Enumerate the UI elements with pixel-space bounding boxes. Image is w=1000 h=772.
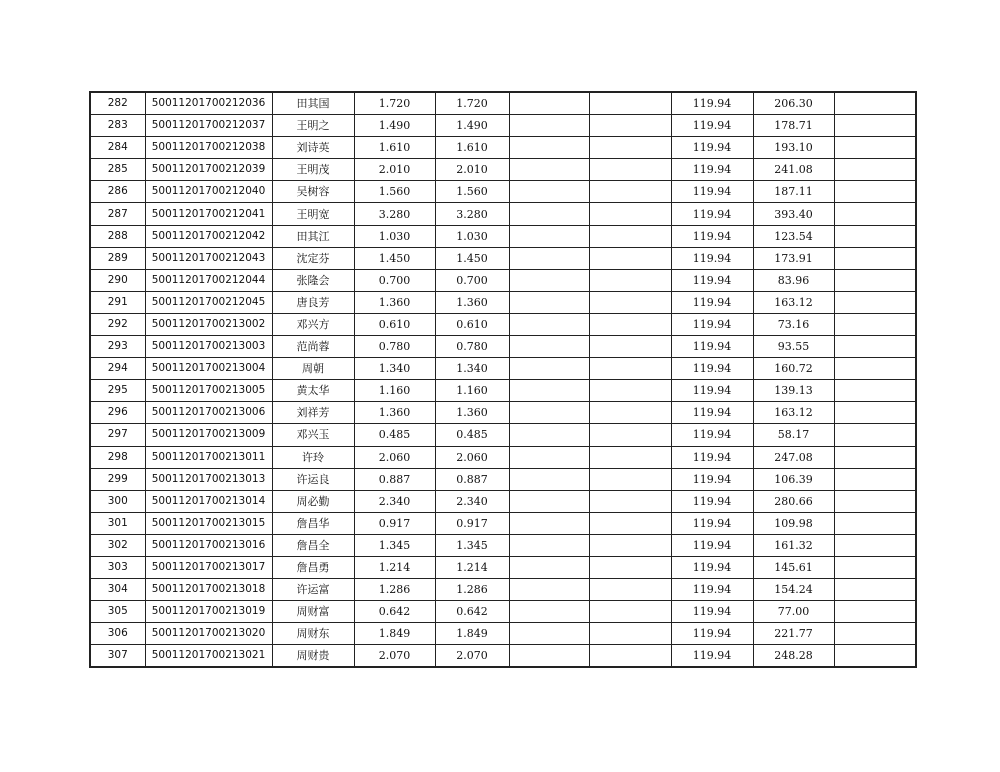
area-cell: 0.642: [354, 601, 435, 623]
row-number-cell: 307: [90, 645, 145, 668]
row-number-cell: 295: [90, 380, 145, 402]
owner-name-cell: 黄太华: [272, 380, 354, 402]
unit-price-cell: 119.94: [671, 645, 753, 668]
area-cell: 1.030: [354, 225, 435, 247]
amount-cell: 154.24: [753, 579, 834, 601]
empty-cell: [509, 181, 589, 203]
table-row: [90, 269, 916, 291]
unit-price-cell: 119.94: [671, 203, 753, 225]
parcel-code-cell: 50011201700212038: [145, 137, 272, 159]
unit-price-cell: 119.94: [671, 579, 753, 601]
note-cell: [834, 181, 916, 203]
parcel-code-cell: 50011201700212039: [145, 159, 272, 181]
note-cell: [834, 645, 916, 668]
unit-price-cell: 119.94: [671, 291, 753, 313]
amount-cell: 139.13: [753, 380, 834, 402]
confirmed-area-cell: 2.070: [435, 645, 509, 668]
table-row: [90, 115, 916, 137]
table-row: [90, 579, 916, 601]
empty-cell: [509, 534, 589, 556]
empty-cell: [509, 468, 589, 490]
empty-cell: [589, 225, 671, 247]
owner-name-cell: 邓兴玉: [272, 424, 354, 446]
unit-price-cell: 119.94: [671, 424, 753, 446]
empty-cell: [509, 512, 589, 534]
empty-cell: [589, 358, 671, 380]
empty-cell: [509, 225, 589, 247]
amount-cell: 280.66: [753, 490, 834, 512]
table-row: [90, 623, 916, 645]
table-row: [90, 534, 916, 556]
empty-cell: [509, 247, 589, 269]
owner-name-cell: 周财贵: [272, 645, 354, 668]
unit-price-cell: 119.94: [671, 446, 753, 468]
amount-cell: 73.16: [753, 313, 834, 335]
owner-name-cell: 王明之: [272, 115, 354, 137]
owner-name-cell: 沈定芬: [272, 247, 354, 269]
row-number-cell: 301: [90, 512, 145, 534]
unit-price-cell: 119.94: [671, 115, 753, 137]
amount-cell: 163.12: [753, 402, 834, 424]
parcel-code-cell: 50011201700213003: [145, 336, 272, 358]
parcel-code-cell: 50011201700213005: [145, 380, 272, 402]
parcel-code-cell: 50011201700213011: [145, 446, 272, 468]
confirmed-area-cell: 0.610: [435, 313, 509, 335]
unit-price-cell: 119.94: [671, 601, 753, 623]
amount-cell: 193.10: [753, 137, 834, 159]
amount-cell: 178.71: [753, 115, 834, 137]
area-cell: 0.610: [354, 313, 435, 335]
unit-price-cell: 119.94: [671, 490, 753, 512]
table-row: [90, 468, 916, 490]
row-number-cell: 300: [90, 490, 145, 512]
note-cell: [834, 313, 916, 335]
confirmed-area-cell: 2.340: [435, 490, 509, 512]
amount-cell: 187.11: [753, 181, 834, 203]
amount-cell: 106.39: [753, 468, 834, 490]
area-cell: 1.849: [354, 623, 435, 645]
owner-name-cell: 许玲: [272, 446, 354, 468]
unit-price-cell: 119.94: [671, 92, 753, 115]
area-cell: 1.345: [354, 534, 435, 556]
confirmed-area-cell: 0.485: [435, 424, 509, 446]
row-number-cell: 291: [90, 291, 145, 313]
confirmed-area-cell: 0.917: [435, 512, 509, 534]
note-cell: [834, 203, 916, 225]
empty-cell: [589, 313, 671, 335]
note-cell: [834, 402, 916, 424]
owner-name-cell: 田其江: [272, 225, 354, 247]
area-cell: 2.010: [354, 159, 435, 181]
confirmed-area-cell: 1.160: [435, 380, 509, 402]
owner-name-cell: 周朝: [272, 358, 354, 380]
row-number-cell: 285: [90, 159, 145, 181]
note-cell: [834, 137, 916, 159]
empty-cell: [509, 115, 589, 137]
data-table: [89, 91, 917, 668]
confirmed-area-cell: 0.780: [435, 336, 509, 358]
parcel-code-cell: 50011201700212043: [145, 247, 272, 269]
owner-name-cell: 刘祥芳: [272, 402, 354, 424]
unit-price-cell: 119.94: [671, 225, 753, 247]
confirmed-area-cell: 1.345: [435, 534, 509, 556]
row-number-cell: 303: [90, 556, 145, 578]
unit-price-cell: 119.94: [671, 137, 753, 159]
empty-cell: [589, 490, 671, 512]
row-number-cell: 292: [90, 313, 145, 335]
table-row: [90, 203, 916, 225]
empty-cell: [509, 490, 589, 512]
owner-name-cell: 王明宽: [272, 203, 354, 225]
confirmed-area-cell: 1.849: [435, 623, 509, 645]
row-number-cell: 286: [90, 181, 145, 203]
confirmed-area-cell: 2.010: [435, 159, 509, 181]
confirmed-area-cell: 0.642: [435, 601, 509, 623]
parcel-code-cell: 50011201700213018: [145, 579, 272, 601]
table-row: [90, 92, 916, 115]
empty-cell: [509, 424, 589, 446]
area-cell: 1.610: [354, 137, 435, 159]
area-cell: 0.887: [354, 468, 435, 490]
note-cell: [834, 534, 916, 556]
empty-cell: [589, 137, 671, 159]
parcel-code-cell: 50011201700212037: [145, 115, 272, 137]
parcel-code-cell: 50011201700212045: [145, 291, 272, 313]
empty-cell: [589, 512, 671, 534]
note-cell: [834, 291, 916, 313]
empty-cell: [589, 424, 671, 446]
row-number-cell: 298: [90, 446, 145, 468]
table-row: [90, 380, 916, 402]
table-row: [90, 358, 916, 380]
row-number-cell: 282: [90, 92, 145, 115]
note-cell: [834, 247, 916, 269]
empty-cell: [589, 269, 671, 291]
row-number-cell: 296: [90, 402, 145, 424]
amount-cell: 206.30: [753, 92, 834, 115]
parcel-code-cell: 50011201700213009: [145, 424, 272, 446]
confirmed-area-cell: 1.360: [435, 402, 509, 424]
parcel-code-cell: 50011201700213020: [145, 623, 272, 645]
row-number-cell: 305: [90, 601, 145, 623]
table-row: [90, 512, 916, 534]
row-number-cell: 283: [90, 115, 145, 137]
table-row: [90, 490, 916, 512]
empty-cell: [509, 446, 589, 468]
confirmed-area-cell: 1.720: [435, 92, 509, 115]
parcel-code-cell: 50011201700212036: [145, 92, 272, 115]
confirmed-area-cell: 1.450: [435, 247, 509, 269]
unit-price-cell: 119.94: [671, 468, 753, 490]
parcel-code-cell: 50011201700212044: [145, 269, 272, 291]
row-number-cell: 297: [90, 424, 145, 446]
owner-name-cell: 王明茂: [272, 159, 354, 181]
empty-cell: [589, 336, 671, 358]
area-cell: 1.560: [354, 181, 435, 203]
unit-price-cell: 119.94: [671, 402, 753, 424]
parcel-code-cell: 50011201700213013: [145, 468, 272, 490]
note-cell: [834, 159, 916, 181]
confirmed-area-cell: 0.887: [435, 468, 509, 490]
empty-cell: [509, 291, 589, 313]
parcel-code-cell: 50011201700213017: [145, 556, 272, 578]
owner-name-cell: 邓兴方: [272, 313, 354, 335]
parcel-code-cell: 50011201700213006: [145, 402, 272, 424]
confirmed-area-cell: 1.490: [435, 115, 509, 137]
owner-name-cell: 范尚蓉: [272, 336, 354, 358]
row-number-cell: 306: [90, 623, 145, 645]
note-cell: [834, 380, 916, 402]
owner-name-cell: 詹昌华: [272, 512, 354, 534]
confirmed-area-cell: 2.060: [435, 446, 509, 468]
empty-cell: [589, 247, 671, 269]
note-cell: [834, 468, 916, 490]
parcel-code-cell: 50011201700213019: [145, 601, 272, 623]
empty-cell: [589, 291, 671, 313]
owner-name-cell: 周财富: [272, 601, 354, 623]
table-row: [90, 247, 916, 269]
note-cell: [834, 424, 916, 446]
amount-cell: 93.55: [753, 336, 834, 358]
empty-cell: [509, 579, 589, 601]
note-cell: [834, 446, 916, 468]
table-row: [90, 645, 916, 668]
owner-name-cell: 田其国: [272, 92, 354, 115]
area-cell: 1.450: [354, 247, 435, 269]
note-cell: [834, 336, 916, 358]
area-cell: 2.340: [354, 490, 435, 512]
empty-cell: [589, 579, 671, 601]
owner-name-cell: 刘诗英: [272, 137, 354, 159]
amount-cell: 221.77: [753, 623, 834, 645]
unit-price-cell: 119.94: [671, 623, 753, 645]
empty-cell: [589, 468, 671, 490]
confirmed-area-cell: 0.700: [435, 269, 509, 291]
amount-cell: 160.72: [753, 358, 834, 380]
row-number-cell: 304: [90, 579, 145, 601]
parcel-code-cell: 50011201700213014: [145, 490, 272, 512]
note-cell: [834, 490, 916, 512]
area-cell: 1.286: [354, 579, 435, 601]
empty-cell: [589, 601, 671, 623]
empty-cell: [589, 115, 671, 137]
table-row: [90, 601, 916, 623]
table-row: [90, 446, 916, 468]
table-row: [90, 159, 916, 181]
owner-name-cell: 詹昌全: [272, 534, 354, 556]
confirmed-area-cell: 1.030: [435, 225, 509, 247]
empty-cell: [509, 313, 589, 335]
unit-price-cell: 119.94: [671, 336, 753, 358]
area-cell: 3.280: [354, 203, 435, 225]
row-number-cell: 294: [90, 358, 145, 380]
note-cell: [834, 512, 916, 534]
empty-cell: [589, 534, 671, 556]
empty-cell: [509, 601, 589, 623]
note-cell: [834, 623, 916, 645]
amount-cell: 58.17: [753, 424, 834, 446]
note-cell: [834, 358, 916, 380]
empty-cell: [589, 446, 671, 468]
empty-cell: [509, 623, 589, 645]
empty-cell: [589, 556, 671, 578]
table-row: [90, 291, 916, 313]
owner-name-cell: 张隆会: [272, 269, 354, 291]
empty-cell: [509, 358, 589, 380]
note-cell: [834, 601, 916, 623]
empty-cell: [589, 181, 671, 203]
area-cell: 1.214: [354, 556, 435, 578]
confirmed-area-cell: 1.560: [435, 181, 509, 203]
unit-price-cell: 119.94: [671, 247, 753, 269]
parcel-code-cell: 50011201700213015: [145, 512, 272, 534]
amount-cell: 83.96: [753, 269, 834, 291]
note-cell: [834, 92, 916, 115]
owner-name-cell: 吴树容: [272, 181, 354, 203]
empty-cell: [509, 269, 589, 291]
table-body: [90, 92, 916, 667]
amount-cell: 145.61: [753, 556, 834, 578]
owner-name-cell: 周必勤: [272, 490, 354, 512]
amount-cell: 247.08: [753, 446, 834, 468]
unit-price-cell: 119.94: [671, 534, 753, 556]
parcel-code-cell: 50011201700212041: [145, 203, 272, 225]
parcel-code-cell: 50011201700213004: [145, 358, 272, 380]
empty-cell: [589, 159, 671, 181]
amount-cell: 161.32: [753, 534, 834, 556]
amount-cell: 248.28: [753, 645, 834, 668]
confirmed-area-cell: 1.610: [435, 137, 509, 159]
row-number-cell: 293: [90, 336, 145, 358]
empty-cell: [509, 336, 589, 358]
row-number-cell: 284: [90, 137, 145, 159]
empty-cell: [509, 645, 589, 668]
confirmed-area-cell: 1.214: [435, 556, 509, 578]
area-cell: 1.160: [354, 380, 435, 402]
owner-name-cell: 詹昌勇: [272, 556, 354, 578]
confirmed-area-cell: 1.360: [435, 291, 509, 313]
unit-price-cell: 119.94: [671, 313, 753, 335]
unit-price-cell: 119.94: [671, 181, 753, 203]
amount-cell: 123.54: [753, 225, 834, 247]
area-cell: 1.360: [354, 402, 435, 424]
empty-cell: [589, 92, 671, 115]
parcel-code-cell: 50011201700212042: [145, 225, 272, 247]
area-cell: 1.490: [354, 115, 435, 137]
amount-cell: 109.98: [753, 512, 834, 534]
table-row: [90, 556, 916, 578]
note-cell: [834, 579, 916, 601]
amount-cell: 173.91: [753, 247, 834, 269]
amount-cell: 163.12: [753, 291, 834, 313]
amount-cell: 77.00: [753, 601, 834, 623]
row-number-cell: 302: [90, 534, 145, 556]
area-cell: 1.360: [354, 291, 435, 313]
owner-name-cell: 许运富: [272, 579, 354, 601]
row-number-cell: 299: [90, 468, 145, 490]
unit-price-cell: 119.94: [671, 358, 753, 380]
empty-cell: [509, 402, 589, 424]
empty-cell: [589, 203, 671, 225]
unit-price-cell: 119.94: [671, 380, 753, 402]
note-cell: [834, 115, 916, 137]
area-cell: 1.340: [354, 358, 435, 380]
area-cell: 2.070: [354, 645, 435, 668]
empty-cell: [589, 645, 671, 668]
confirmed-area-cell: 1.286: [435, 579, 509, 601]
owner-name-cell: 许运良: [272, 468, 354, 490]
confirmed-area-cell: 1.340: [435, 358, 509, 380]
empty-cell: [509, 159, 589, 181]
empty-cell: [589, 380, 671, 402]
area-cell: 1.720: [354, 92, 435, 115]
empty-cell: [509, 556, 589, 578]
empty-cell: [509, 380, 589, 402]
owner-name-cell: 周财东: [272, 623, 354, 645]
unit-price-cell: 119.94: [671, 269, 753, 291]
note-cell: [834, 225, 916, 247]
table-row: [90, 402, 916, 424]
parcel-code-cell: 50011201700213016: [145, 534, 272, 556]
amount-cell: 241.08: [753, 159, 834, 181]
area-cell: 0.485: [354, 424, 435, 446]
unit-price-cell: 119.94: [671, 512, 753, 534]
unit-price-cell: 119.94: [671, 556, 753, 578]
table-row: [90, 336, 916, 358]
table-row: [90, 225, 916, 247]
owner-name-cell: 唐良芳: [272, 291, 354, 313]
unit-price-cell: 119.94: [671, 159, 753, 181]
parcel-code-cell: 50011201700212040: [145, 181, 272, 203]
row-number-cell: 290: [90, 269, 145, 291]
note-cell: [834, 269, 916, 291]
area-cell: 0.700: [354, 269, 435, 291]
empty-cell: [589, 402, 671, 424]
table-row: [90, 137, 916, 159]
row-number-cell: 289: [90, 247, 145, 269]
empty-cell: [509, 137, 589, 159]
table-row: [90, 181, 916, 203]
empty-cell: [509, 92, 589, 115]
empty-cell: [509, 203, 589, 225]
table-row: [90, 313, 916, 335]
confirmed-area-cell: 3.280: [435, 203, 509, 225]
row-number-cell: 287: [90, 203, 145, 225]
area-cell: 2.060: [354, 446, 435, 468]
empty-cell: [589, 623, 671, 645]
amount-cell: 393.40: [753, 203, 834, 225]
row-number-cell: 288: [90, 225, 145, 247]
parcel-code-cell: 50011201700213002: [145, 313, 272, 335]
area-cell: 0.780: [354, 336, 435, 358]
note-cell: [834, 556, 916, 578]
area-cell: 0.917: [354, 512, 435, 534]
table-row: [90, 424, 916, 446]
parcel-code-cell: 50011201700213021: [145, 645, 272, 668]
